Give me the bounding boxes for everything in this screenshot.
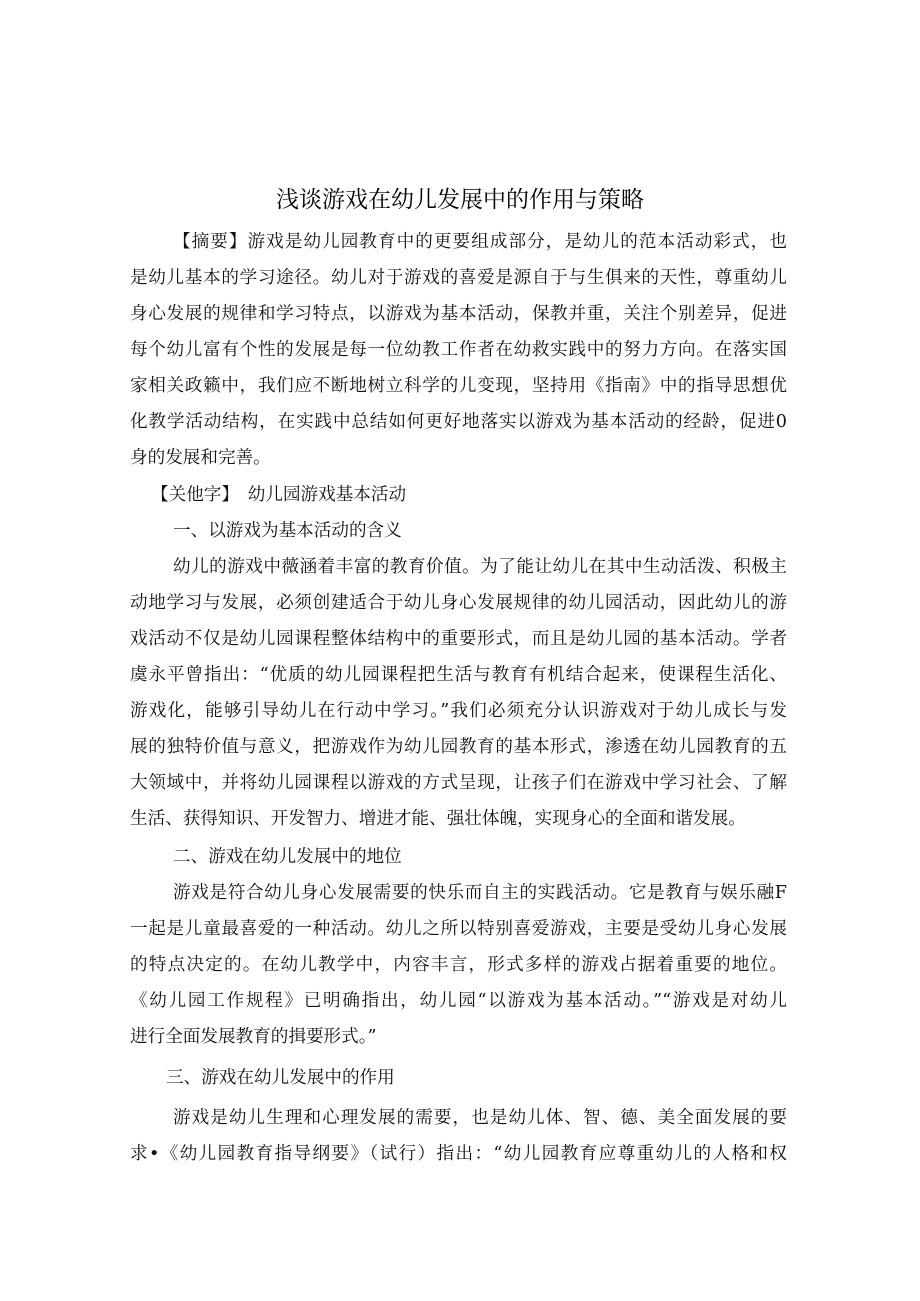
abstract-line-4: 每个幼儿富有个性的发展是每一位幼教工作者在幼救实践中的努力方向。在落实国	[130, 340, 787, 360]
abstract-line-6: 化教学活动结构，在实践中总结如何更好地落实以游戏为基本活动的经龄，促进0	[130, 412, 787, 432]
keywords-line: 【关他字】 幼儿园游戏基本活动	[151, 485, 407, 505]
section3-line-1: 游戏是幼儿生理和心理发展的需要，也是幼儿体、智、德、美全面发展的要	[173, 1108, 787, 1128]
section-heading-1: 一、以游戏为基本活动的含义	[173, 521, 402, 541]
section1-line-8: 生活、获得知识、开发智力、增进才能、强壮体魄，实现身心的全面和谐发展。	[130, 809, 746, 829]
document-title: 浅谈游戏在幼儿发展中的作用与策略	[276, 187, 644, 213]
section1-line-4: 虞永平曾指出：“优质的幼儿园课程把生活与教育有机结合起来，使课程生活化、	[130, 665, 787, 685]
section1-line-1: 幼儿的游戏中薇涵着丰富的教育价值。为了能让幼儿在其中生动活泼、积极主	[173, 557, 787, 577]
section2-line-4: 《幼儿园工作规程》已明确指出，幼儿园“以游戏为基本活动。”“游戏是对幼儿	[130, 991, 787, 1011]
section2-line-2: 一起是儿童最喜爱的一种活动。幼儿之所以特别喜爱游戏，主要是受幼儿身心发展	[130, 919, 787, 939]
section-heading-3: 三、游戏在幼儿发展中的作用	[166, 1068, 395, 1088]
section1-line-2: 动地学习与发展，必须创建适合于幼儿身心发展规律的幼儿园活动，因此幼儿的游	[130, 593, 787, 613]
section2-line-3: 的特点决定的。在幼儿教学中，内容丰言，形式多样的游戏占据着重要的地位。	[130, 955, 787, 975]
abstract-line-5: 家相关政籁中，我们应不断地树立科学的儿变现，坚持用《指南》中的指导思想优	[130, 376, 787, 396]
section3-line-2: 求•《幼儿园教育指导纲要》（试行）指出：“幼儿园教育应尊重幼儿的人格和权	[130, 1144, 787, 1164]
abstract-line-1: 【摘要】游戏是幼儿园教育中的更要组成部分，是幼儿的范本活动彩式，也	[173, 232, 787, 252]
abstract-line-7: 身的发展和完善。	[130, 448, 271, 468]
abstract-line-3: 身心发展的规律和学习特点，以游戏为基本活动，保教并重，关注个别差异，促进	[130, 304, 787, 324]
section1-line-7: 大领域中，并将幼儿园课程以游戏的方式呈现，让孩子们在游戏中学习社会、了解	[130, 773, 787, 793]
section1-line-6: 展的独特价值与意义，把游戏作为幼儿园教育的基本形式，渗透在幼儿园教育的五	[130, 737, 787, 757]
abstract-line-2: 是幼儿基本的学习途径。幼儿对于游戏的喜爱是源自于与生俱来的天性，尊重幼儿	[130, 268, 787, 288]
section2-line-1: 游戏是符合幼儿身心发展需要的快乐而自主的实践活动。它是教育与娱乐融F	[173, 883, 787, 903]
section1-line-5: 游戏化，能够引导幼儿在行动中学习。”我们必须充分认识游戏对于幼儿成长与发	[130, 701, 787, 721]
section2-line-5: 进行全面发展教育的揖要形式。”	[130, 1027, 377, 1047]
section-heading-2: 二、游戏在幼儿发展中的地位	[173, 847, 402, 867]
section1-line-3: 戏活动不仅是幼儿园课程整体结构中的重要形式，而且是幼儿园的基本活动。学者	[130, 629, 787, 649]
